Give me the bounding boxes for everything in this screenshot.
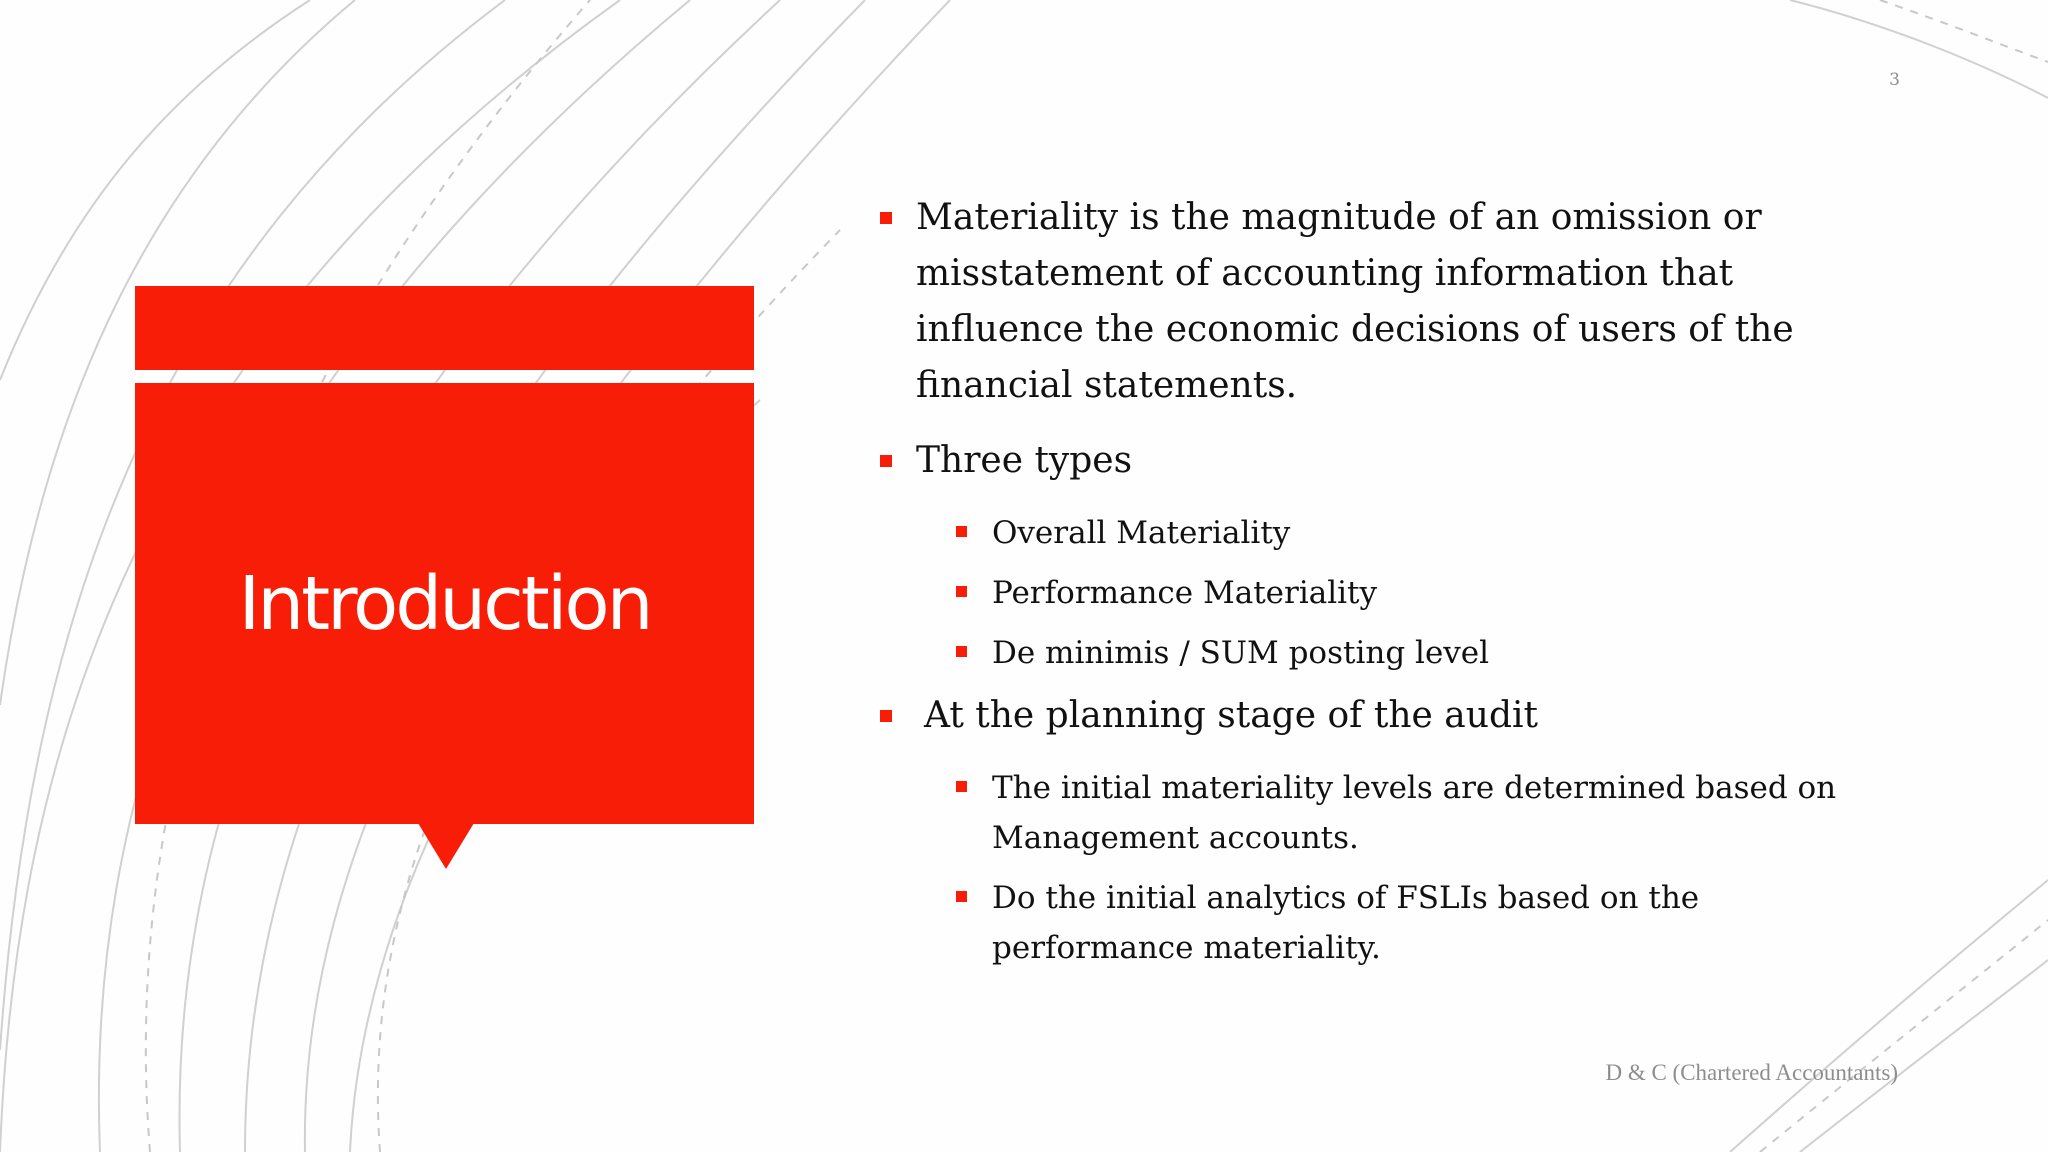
title-accent-bar <box>135 286 754 370</box>
bullet-item <box>876 688 1896 744</box>
sub-bullet-item <box>876 628 1896 678</box>
page-number: 3 <box>1889 70 1900 90</box>
sub-bullet-item <box>876 568 1896 618</box>
sub-bullet-list <box>876 508 1896 678</box>
bullet-text: At the planning stage of the audit <box>924 695 1538 736</box>
sub-bullet-text: Performance Materiality <box>992 575 1378 611</box>
bullet-item <box>876 433 1896 489</box>
sub-bullet-text: De minimis / SUM posting level <box>992 635 1490 671</box>
sub-bullet-text: The initial materiality levels are determined based on Management accounts. <box>992 770 1837 856</box>
bullet-square-icon <box>956 586 967 597</box>
bullet-text: Materiality is the magnitude of an omission or misstatement of accounting information that influence the economic decisions of users of the financial statements. <box>916 197 1794 406</box>
bullet-square-icon <box>956 526 967 537</box>
bullet-square-icon <box>880 710 892 722</box>
bullet-item <box>876 190 1896 414</box>
sub-bullet-text: Do the initial analytics of FSLIs based on the performance materiality. <box>992 880 1700 966</box>
sub-bullet-item <box>876 763 1896 863</box>
sub-bullet-text: Overall Materiality <box>992 515 1291 551</box>
bullet-square-icon <box>880 212 892 224</box>
slide-title: Introduction <box>238 560 651 647</box>
bullet-square-icon <box>956 781 967 792</box>
sub-bullet-list <box>876 763 1896 973</box>
sub-bullet-item <box>876 508 1896 558</box>
title-callout-pointer <box>418 823 474 869</box>
slide-footer: D & C (Chartered Accountants) <box>1605 1060 1898 1085</box>
bullet-square-icon <box>956 891 967 902</box>
bullet-square-icon <box>880 455 892 467</box>
sub-bullet-item <box>876 873 1896 973</box>
bullet-list <box>876 190 1896 983</box>
bullet-square-icon <box>956 646 967 657</box>
bullet-text: Three types <box>916 440 1133 481</box>
